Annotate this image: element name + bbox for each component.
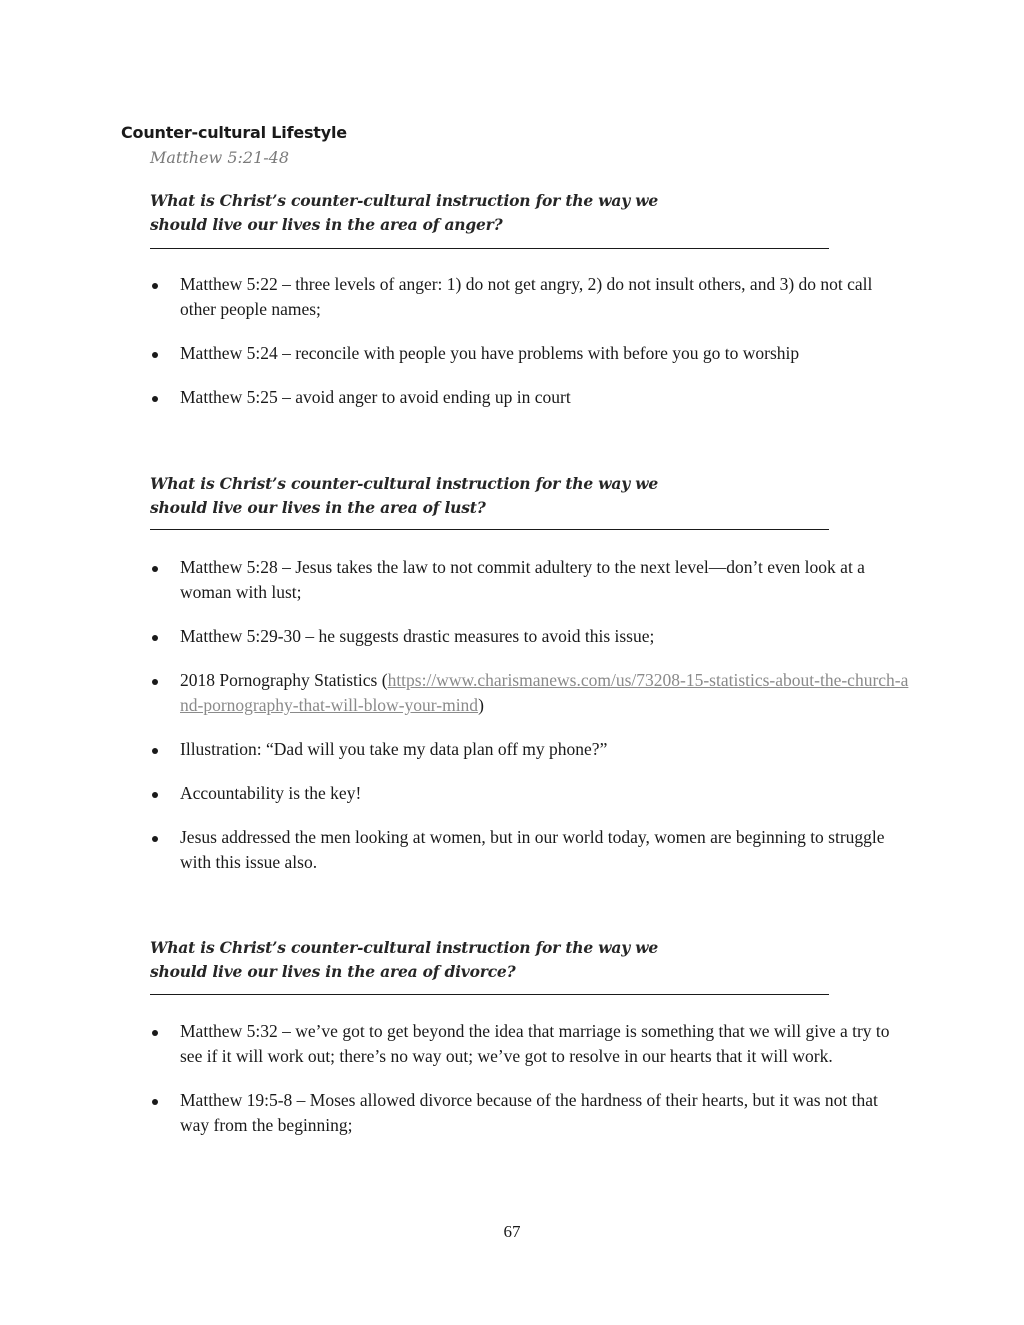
list-item (150, 781, 910, 806)
list-item-text: Accountability is the key! (180, 783, 362, 803)
answer-rule-divorce (150, 994, 829, 995)
list-item-text: Matthew 5:25 – avoid anger to avoid ending up in court (180, 387, 571, 407)
bullet-list-divorce (150, 1019, 910, 1138)
list-item-text: Matthew 5:22 – three levels of anger: 1) do not get angry, 2) do not insult others, and 3) do not call other people names; (180, 274, 873, 319)
bullet-dot (152, 635, 158, 641)
bullet-dot (152, 283, 158, 289)
answer-rule-anger (150, 248, 829, 249)
bullet-dot (152, 396, 158, 402)
stats-prefix: 2018 Pornography Statistics ( (180, 670, 388, 690)
question-lust-line-1: What is Christ’s counter-cultural instruction for the way we (150, 474, 659, 493)
question-anger-line-2: should live our lives in the area of anger? (150, 215, 503, 234)
list-item (150, 385, 910, 410)
list-item (150, 272, 910, 322)
section-title: Counter-cultural Lifestyle (121, 123, 347, 142)
list-item (150, 341, 910, 366)
stats-suffix: ) (478, 695, 484, 715)
bullet-list-anger (150, 272, 910, 410)
list-item (150, 624, 910, 649)
question-divorce (150, 936, 830, 984)
scripture-reference: Matthew 5:21-48 (150, 148, 290, 167)
bullet-dot (152, 792, 158, 798)
list-item (150, 737, 910, 762)
list-item-text: Illustration: “Dad will you take my data plan off my phone?” (180, 739, 608, 759)
bullet-dot (152, 566, 158, 572)
bullet-dot (152, 748, 158, 754)
question-lust (150, 472, 830, 520)
question-lust-line-2: should live our lives in the area of lust? (150, 498, 486, 517)
question-anger-line-1: What is Christ’s counter-cultural instruction for the way we (150, 191, 659, 210)
list-item (150, 1088, 910, 1138)
list-item (150, 668, 910, 718)
list-item (150, 825, 910, 875)
list-item-text: Matthew 19:5-8 – Moses allowed divorce because of the hardness of their hearts, but it was not that way from the beginning; (180, 1090, 878, 1135)
bullet-dot (152, 836, 158, 842)
list-item-text: Matthew 5:29-30 – he suggests drastic measures to avoid this issue; (180, 626, 655, 646)
statistics-link[interactable]: https://www.charismanews.com/us/73208-15-statistics-about-the-church-and-pornography-that-will-blow-your-mind (180, 670, 909, 715)
list-item-text: Matthew 5:32 – we’ve got to get beyond the idea that marriage is something that we will give a try to see if it will work out; there’s no way out; we’ve got to resolve in our hearts that it will work. (180, 1021, 890, 1066)
list-item (150, 555, 910, 605)
bullet-list-lust (150, 555, 910, 875)
list-item (150, 1019, 910, 1069)
list-item-text: Matthew 5:28 – Jesus takes the law to not commit adultery to the next level—don’t even look at a woman with lust; (180, 557, 865, 602)
question-divorce-line-2: should live our lives in the area of divorce? (150, 962, 516, 981)
bullet-dot (152, 352, 158, 358)
bullet-dot (152, 1099, 158, 1105)
answer-rule-lust (150, 529, 829, 530)
page-number: 67 (503, 1222, 521, 1241)
list-item-text: Matthew 5:24 – reconcile with people you have problems with before you go to worship (180, 343, 800, 363)
bullet-dot (152, 679, 158, 685)
question-anger (150, 189, 830, 237)
bullet-dot (152, 1030, 158, 1036)
list-item-text: Jesus addressed the men looking at women, but in our world today, women are beginning to struggle with this issue also. (180, 827, 885, 872)
question-divorce-line-1: What is Christ’s counter-cultural instruction for the way we (150, 938, 659, 957)
